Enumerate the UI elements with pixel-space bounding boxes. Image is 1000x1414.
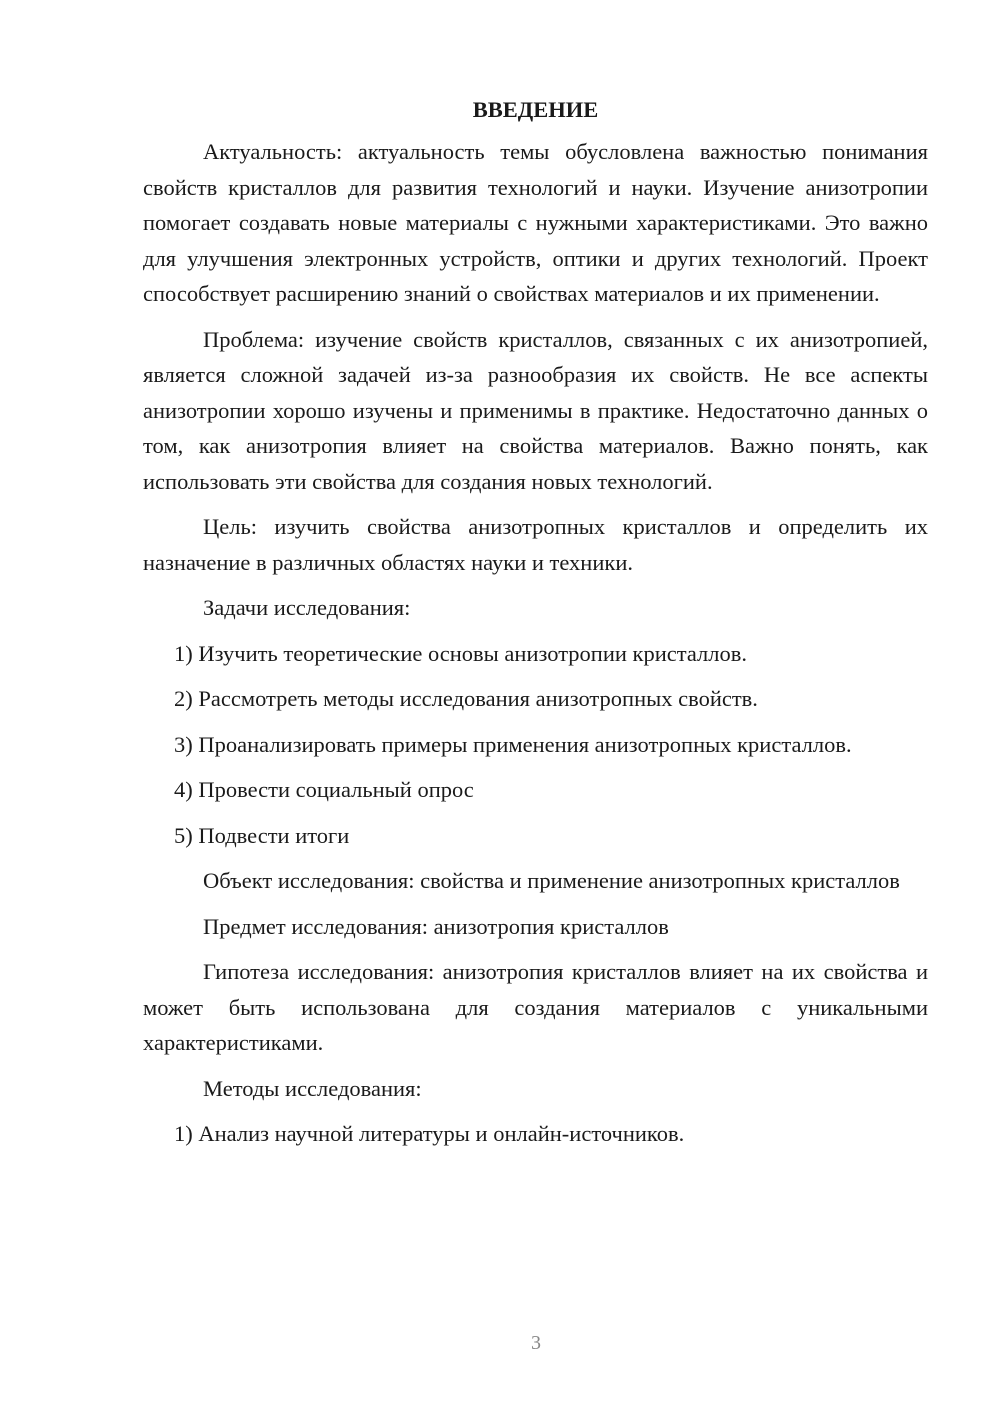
methods-heading: Методы исследования:: [203, 1075, 422, 1101]
document-page: [143, 92, 928, 1162]
problem-paragraph: Проблема: изучение свойств кристаллов, связанных с их анизотропией, является сложной задачей из-за разнообразия их свойств. Не все аспекты анизотропии хорошо изучены и применимы в практике. Недостаточно данных о том, как анизотропия влияет на свойства материалов. Важно понять, как использовать эти свойства для создания новых технологий.: [143, 326, 928, 494]
section-title: ВВЕДЕНИЕ: [472, 97, 599, 122]
object-paragraph: Объект исследования: свойства и применение анизотропных кристаллов: [203, 868, 900, 893]
method-item-1: 1) Анализ научной литературы и онлайн-источников.: [174, 1121, 685, 1146]
task-item-4: 4) Провести социальный опрос: [174, 777, 474, 802]
task-item-1: 1) Изучить теоретические основы анизотропии кристаллов.: [174, 640, 748, 666]
subject-paragraph: Предмет исследования: анизотропия кристаллов: [203, 913, 669, 939]
task-item-5: 5) Подвести итоги: [174, 822, 350, 848]
task-item-2: 2) Рассмотреть методы исследования анизотропных свойств.: [174, 686, 758, 711]
tasks-heading: Задачи исследования:: [203, 595, 411, 620]
task-item-3: 3) Проанализировать примеры применения анизотропных кристаллов.: [174, 731, 852, 757]
relevance-paragraph: Актуальность: актуальность темы обусловлена важностью понимания свойств кристаллов для развития технологий и науки. Изучение анизотропии помогает создавать новые материалы с нужными характеристиками. Это важно для улучшения электронных устройств, оптики и других технологий. Проект способствует расширению знаний о свойствах материалов и их применении.: [143, 139, 928, 306]
hypothesis-paragraph: Гипотеза исследования: анизотропия кристаллов влияет на их свойства и может быть использована для создания материалов с уникальными характеристиками.: [143, 959, 928, 1055]
page-number: 3: [531, 1332, 541, 1354]
goal-paragraph: Цель: изучить свойства анизотропных кристаллов и определить их назначение в различных областях науки и техники.: [143, 514, 928, 575]
